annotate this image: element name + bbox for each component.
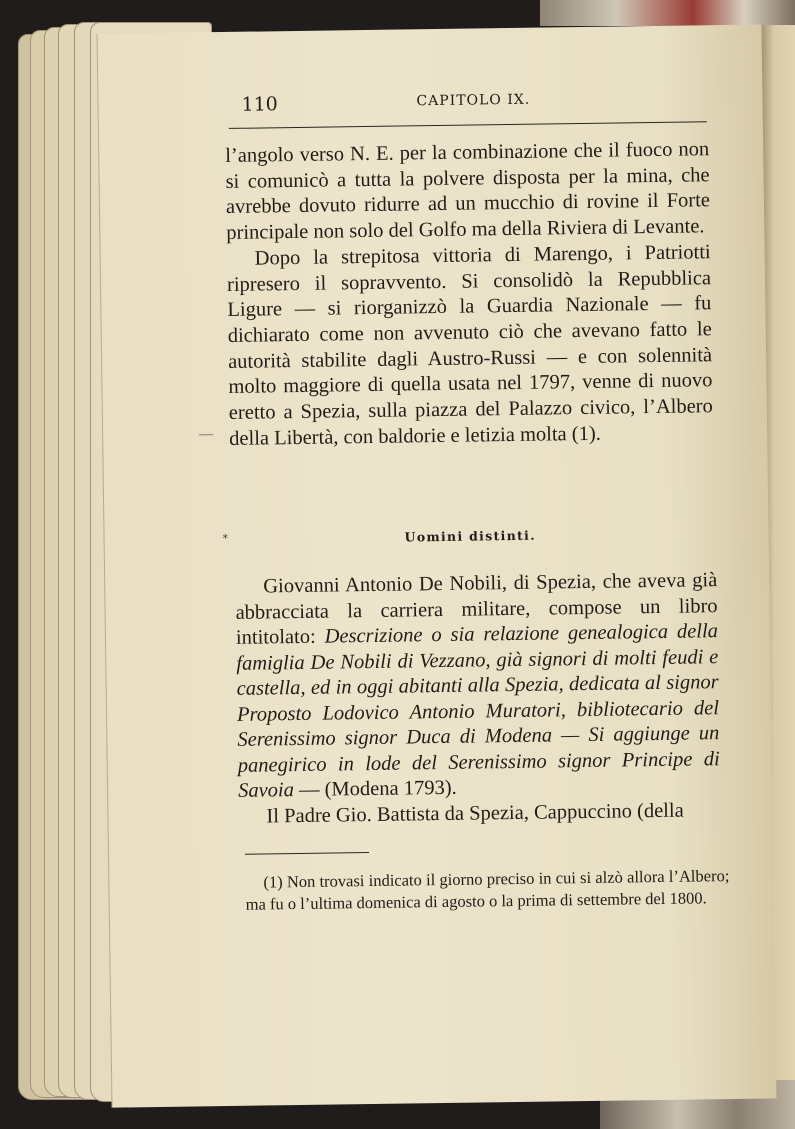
book-title-italic: Descrizione o sia relazione genealogica della famiglia De Nobili di Vezzano, già signori di molti feudi e castella, ed in oggi abitanti alla Spezia, dedicata al signor Proposto Lodovico Antonio Muratori, bibliotecario del Serenissimo signor Duca di Modena — Si aggiunge un panegirico in lode del Serenissimo signor Principe di Savoia [236,620,720,802]
paragraph-text: — (Modena 1793). [293,776,457,802]
cloth-background-top [540,0,795,26]
book-page [97,24,777,1107]
running-head: CAPITOLO IX. [416,91,531,110]
paragraph-text: Giovanni Antonio De Nobili, di Spezia, che aveva già abbracciata la carriera militare, compose un libro intitolato: [235,569,718,649]
paragraph: l’angolo verso N. E. per la combinazione che il fuoco non si comunicò a tutta la polvere disposta per la mina, che avrebbe dovuto ridurre ad un mucchio di rovine il Forte principale non solo del Golfo ma della Riviera di Levante. [225,138,711,245]
page-number: 110 [241,93,278,116]
margin-star: * [222,531,229,546]
header-rule [229,121,707,129]
footnote-rule [245,852,369,855]
text-block-top [225,137,713,452]
paragraph: Dopo la strepitosa vittoria di Marengo, i Patriotti ripresero il sopravvento. Si consolidò la Repubblica Ligure — si riorganizzò la Guardia Nazionale — fu dichiarato come non avvenuto ciò che avevano fatto le autorità stabilite dagli Austro-Russi — e con solennità molto maggiore di quella usata nel 1797, venne di nuovo eretto a Spezia, sulla piazza del Palazzo civico, l’Albero della Libertà, con baldorie e letizia molta (1). [226,241,713,450]
footnote-text: (1) Non trovasi indicato il giorno preciso in cui si alzò allora l’Albero; ma fu o l’ultima domenica di agosto o la prima di settembre del 1800. [245,866,730,914]
text-block-bottom [235,568,721,830]
paragraph [235,568,720,804]
margin-mark [199,434,213,435]
paragraph: Il Padre Gio. Battista da Spezia, Cappuccino (della [266,799,684,827]
footnote [245,865,730,916]
section-heading: Uomini distinti. [404,527,536,545]
